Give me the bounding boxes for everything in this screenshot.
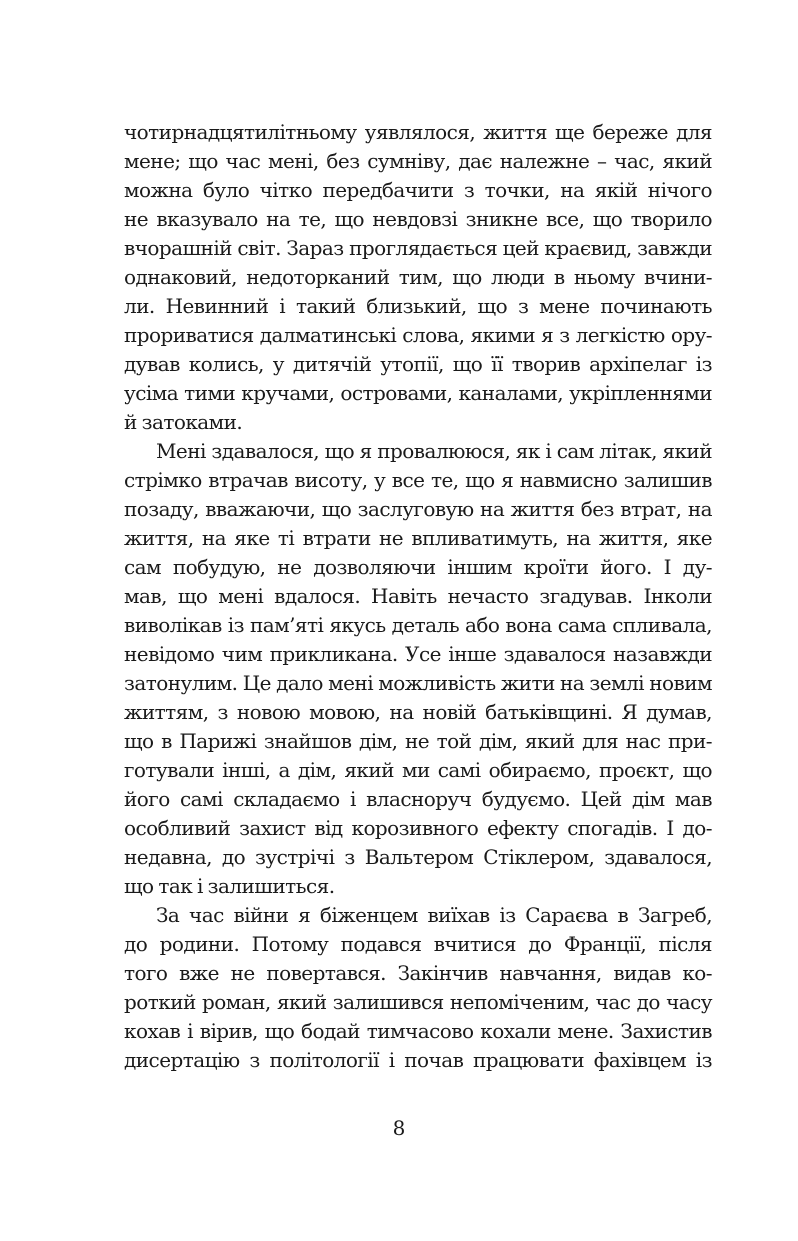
text-line: дисертацію з політології і почав працювати фахівцем із bbox=[124, 1048, 712, 1072]
text-line: однаковий, недоторканий тим, що люди в ньому вчини- bbox=[124, 265, 712, 289]
text-line: затонулим. Це дало мені можливість жити на землі новим bbox=[124, 671, 712, 695]
text-line: недавна, до зустрічі з Вальтером Стіклером, здавалося, bbox=[124, 845, 712, 869]
text-line: особливий захист від корозивного ефекту спогадів. І до- bbox=[124, 816, 712, 840]
text-line: прориватися далматинські слова, якими я з легкістю ору- bbox=[124, 323, 712, 347]
text-line: виволікав із пам’яті якусь деталь або вона сама спливала, bbox=[124, 613, 712, 637]
text-line: мав, що мені вдалося. Навіть нечасто згадував. Інколи bbox=[124, 584, 712, 608]
paragraph-first-line: Мені здавалося, що я провалююся, як і сам літак, який bbox=[156, 439, 712, 463]
text-line: що так і залишиться. bbox=[124, 874, 335, 898]
text-line: чотирнадцятилітньому уявлялося, життя ще береже для bbox=[124, 120, 712, 144]
page-text bbox=[124, 118, 712, 1075]
page-number: 8 bbox=[392, 1116, 406, 1140]
text-line: до родини. Потому подався вчитися до Франції, після bbox=[124, 932, 712, 956]
text-line: готували інші, а дім, який ми самі обираємо, проєкт, що bbox=[124, 758, 712, 782]
text-line: його самі складаємо і власноруч будуємо. Цей дім мав bbox=[124, 787, 712, 811]
text-line: кохав і вірив, що бодай тимчасово кохали мене. Захистив bbox=[124, 1019, 712, 1043]
text-line: сам побудую, не дозволяючи іншим кроїти його. І ду- bbox=[124, 555, 712, 579]
text-line: й затоками. bbox=[124, 410, 243, 434]
text-line: вчорашній світ. Зараз проглядається цей краєвид, завжди bbox=[124, 236, 712, 260]
text-line: життя, на яке ті втрати не впливатимуть, на життя, яке bbox=[124, 526, 712, 550]
text-line: усіма тими кручами, островами, каналами, укріпленнями bbox=[124, 381, 712, 405]
paragraph-first-line: За час війни я біженцем виїхав із Сараєва в Загреб, bbox=[156, 903, 712, 927]
text-line: ли. Невинний і такий близький, що з мене починають bbox=[124, 294, 712, 318]
text-line: позаду, вважаючи, що заслуговую на життя без втрат, на bbox=[124, 497, 712, 521]
text-line: мене; що час мені, без сумніву, дає належне – час, який bbox=[124, 149, 712, 173]
text-line: невідомо чим прикликана. Усе інше здавалося назавжди bbox=[124, 642, 712, 666]
text-line: стрімко втрачав висоту, у все те, що я навмисно залишив bbox=[124, 468, 712, 492]
text-line: дував колись, у дитячій утопії, що її творив архіпелаг із bbox=[124, 352, 712, 376]
text-line: що в Парижі знайшов дім, не той дім, який для нас при- bbox=[124, 729, 712, 753]
text-line: того вже не повертався. Закінчив навчання, видав ко- bbox=[124, 961, 712, 985]
text-line: не вказувало на те, що невдовзі зникне все, що творило bbox=[124, 207, 712, 231]
text-line: життям, з новою мовою, на новій батьківщині. Я думав, bbox=[124, 700, 712, 724]
text-line: можна було чітко передбачити з точки, на якій нічого bbox=[124, 178, 712, 202]
text-line: роткий роман, який залишився непоміченим, час до часу bbox=[124, 990, 712, 1014]
